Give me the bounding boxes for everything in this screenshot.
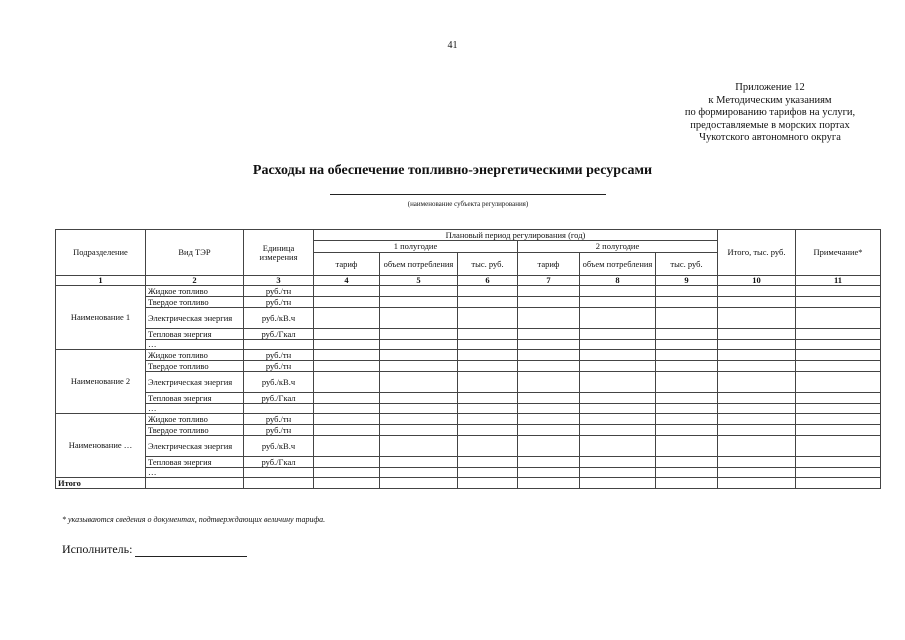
table-cell [718,297,796,308]
ter-type-cell: Электрическая энергия [146,436,244,457]
table-cell [518,308,580,329]
header-planned-period: Плановый период регулирования (год) [314,230,718,241]
table-row [56,457,881,468]
table-cell [656,350,718,361]
table-cell [314,297,380,308]
table-cell [458,425,518,436]
table-cell [656,404,718,414]
table-cell [718,478,796,489]
table-cell [796,361,881,372]
header-note: Примечание* [796,230,881,276]
ter-type-cell: Тепловая энергия [146,457,244,468]
table-cell [458,308,518,329]
appendix-line: предоставляемые в морских портах [690,119,850,131]
total-label: Итого [56,478,146,489]
ter-type-cell: Тепловая энергия [146,393,244,404]
table-cell [314,393,380,404]
table-cell [718,286,796,297]
table-cell [796,350,881,361]
table-body [56,286,881,489]
table-cell [580,478,656,489]
header-thousand-rub-2: тыс. руб. [656,253,718,276]
executor-signature [62,542,247,557]
unit-cell: руб./тн [244,425,314,436]
table-cell [580,308,656,329]
table-cell [796,393,881,404]
table-cell [580,404,656,414]
document-title: Расходы на обеспечение топливно-энергетическими ресурсами [252,163,653,178]
unit-cell: руб./кВ.ч [244,372,314,393]
division-name: Наименование … [56,414,146,478]
table-cell [718,340,796,350]
header-half-1: 1 полугодие [314,241,518,253]
table-cell [718,425,796,436]
table-cell [518,372,580,393]
table-cell [458,457,518,468]
table-cell [796,329,881,340]
column-number: 8 [580,276,656,286]
table-cell [656,478,718,489]
table-cell [796,436,881,457]
table-cell [518,436,580,457]
table-row [56,361,881,372]
table-cell [796,372,881,393]
table-cell [796,340,881,350]
table-cell [518,425,580,436]
table-row [56,340,881,350]
table-cell [518,350,580,361]
table-cell [458,404,518,414]
table-cell [314,414,380,425]
header-tariff-2: тариф [518,253,580,276]
entity-caption: (наименование субъекта регулирования) [407,200,529,208]
table-cell [580,414,656,425]
table-cell [380,393,458,404]
ter-type-cell: … [146,340,244,350]
table-cell [656,414,718,425]
ter-type-cell: … [146,404,244,414]
table-cell [796,308,881,329]
column-number: 4 [314,276,380,286]
table-cell [718,404,796,414]
table-cell [380,329,458,340]
table-cell [718,468,796,478]
table-cell [518,468,580,478]
table-cell [458,414,518,425]
table-cell [796,414,881,425]
table-cell [380,286,458,297]
table-cell [580,297,656,308]
footnote: * указываются сведения о документах, подтверждающих величину тарифа. [62,515,326,524]
unit-cell: руб./тн [244,414,314,425]
table-row [56,372,881,393]
table-cell [580,457,656,468]
appendix-line: по формированию тарифов на услуги, [684,107,856,118]
table-row [56,286,881,297]
table-cell [458,329,518,340]
table-cell [718,361,796,372]
table-cell [656,308,718,329]
table-cell [380,404,458,414]
unit-cell: руб./тн [244,297,314,308]
table-cell [314,308,380,329]
ter-type-cell: Жидкое топливо [146,286,244,297]
table-cell [656,286,718,297]
table-cell [656,297,718,308]
appendix-line: Чукотского автономного округа [699,132,841,143]
unit-cell: руб./Гкал [244,393,314,404]
table-cell [518,393,580,404]
table-row [56,468,881,478]
header-unit: Единица измерения [244,230,314,276]
header-tariff-1: тариф [314,253,380,276]
header-division: Подразделение [56,230,146,276]
column-number: 9 [656,276,718,286]
table-cell [718,436,796,457]
executor-label: Исполнитель: [62,542,133,556]
table-cell [580,329,656,340]
table-cell [796,286,881,297]
table-cell [718,372,796,393]
table-cell [314,457,380,468]
table-cell [380,478,458,489]
column-number: 1 [56,276,146,286]
table-row [56,414,881,425]
table-row [56,297,881,308]
table-cell [580,436,656,457]
table-cell [518,361,580,372]
ter-type-cell: Электрическая энергия [146,308,244,329]
table-cell [580,361,656,372]
table-cell [380,297,458,308]
table-cell [458,340,518,350]
table-cell [458,436,518,457]
column-number: 11 [796,276,881,286]
table-cell [314,286,380,297]
table-cell [796,478,881,489]
table-cell [580,340,656,350]
table-cell [458,297,518,308]
table-cell [380,372,458,393]
table-cell [718,393,796,404]
table-cell [580,425,656,436]
table-cell [458,393,518,404]
table-cell [796,468,881,478]
table-cell [656,329,718,340]
executor-signature-line [135,544,247,557]
table-cell [458,361,518,372]
unit-cell: руб./Гкал [244,329,314,340]
table-cell [656,340,718,350]
ter-type-cell: … [146,468,244,478]
unit-cell [244,340,314,350]
ter-type-cell: Твердое топливо [146,361,244,372]
table-row [56,436,881,457]
table-cell [656,436,718,457]
table-cell [518,286,580,297]
table-cell [718,414,796,425]
unit-cell [244,468,314,478]
table-cell [518,478,580,489]
table-row [56,329,881,340]
table-cell [314,329,380,340]
table-cell [380,414,458,425]
column-number: 3 [244,276,314,286]
table-cell [518,457,580,468]
page-number: 41 [447,40,458,51]
table-cell [314,478,380,489]
table-cell [518,329,580,340]
table-cell [458,286,518,297]
ter-type-cell: Тепловая энергия [146,329,244,340]
table-cell [656,372,718,393]
division-name: Наименование 1 [56,286,146,350]
column-number: 6 [458,276,518,286]
header-total: Итого, тыс. руб. [718,230,796,276]
table-cell [380,436,458,457]
entity-name-line [330,194,606,195]
table-cell [458,468,518,478]
ter-type-cell: Жидкое топливо [146,350,244,361]
appendix-line: к Методическим указаниям [708,94,832,106]
ter-expenses-table [55,229,881,489]
table-cell [656,425,718,436]
table-cell [656,393,718,404]
table-cell [380,340,458,350]
header-volume-1: объем потребления [380,253,458,276]
table-cell [314,340,380,350]
column-number: 5 [380,276,458,286]
table-cell [314,372,380,393]
table-row [56,393,881,404]
table-cell [380,457,458,468]
unit-cell: руб./тн [244,361,314,372]
table-cell [458,478,518,489]
table-cell [380,350,458,361]
table-cell [580,350,656,361]
header-thousand-rub-1: тыс. руб. [458,253,518,276]
unit-cell: руб./кВ.ч [244,436,314,457]
column-number: 10 [718,276,796,286]
table-cell [718,308,796,329]
table-cell [580,372,656,393]
appendix-line: Приложение 12 [735,82,805,93]
table-cell [380,308,458,329]
column-number: 2 [146,276,244,286]
table-cell [314,436,380,457]
table-cell [718,457,796,468]
table-cell [380,425,458,436]
table-cell [796,404,881,414]
ter-type-cell: Жидкое топливо [146,414,244,425]
table-cell [518,414,580,425]
table-cell [580,468,656,478]
header-volume-2: объем потребления [580,253,656,276]
table-row [56,404,881,414]
header-ter-type: Вид ТЭР [146,230,244,276]
table-cell [796,425,881,436]
table-cell [518,297,580,308]
table-cell [244,478,314,489]
unit-cell: руб./кВ.ч [244,308,314,329]
division-name: Наименование 2 [56,350,146,414]
ter-type-cell: Твердое топливо [146,425,244,436]
ter-type-cell: Электрическая энергия [146,372,244,393]
table-cell [580,393,656,404]
unit-cell: руб./тн [244,286,314,297]
table-cell [314,468,380,478]
table-cell [656,457,718,468]
table-row [56,350,881,361]
ter-type-cell: Твердое топливо [146,297,244,308]
total-row [56,478,881,489]
table-cell [380,361,458,372]
table-cell [656,468,718,478]
table-cell [718,329,796,340]
unit-cell: руб./тн [244,350,314,361]
table-row [56,425,881,436]
table-cell [718,350,796,361]
table-cell [314,361,380,372]
table-cell [314,350,380,361]
table-cell [580,286,656,297]
table-cell [796,457,881,468]
unit-cell: руб./Гкал [244,457,314,468]
unit-cell [244,404,314,414]
table-cell [796,297,881,308]
appendix-block [650,82,890,145]
table-cell [314,404,380,414]
table-cell [656,361,718,372]
column-number: 7 [518,276,580,286]
table-cell [146,478,244,489]
table-cell [518,404,580,414]
table-cell [458,350,518,361]
table-row [56,308,881,329]
table-cell [380,468,458,478]
table-cell [518,340,580,350]
table-cell [458,372,518,393]
table-cell [314,425,380,436]
header-half-2: 2 полугодие [518,241,718,253]
